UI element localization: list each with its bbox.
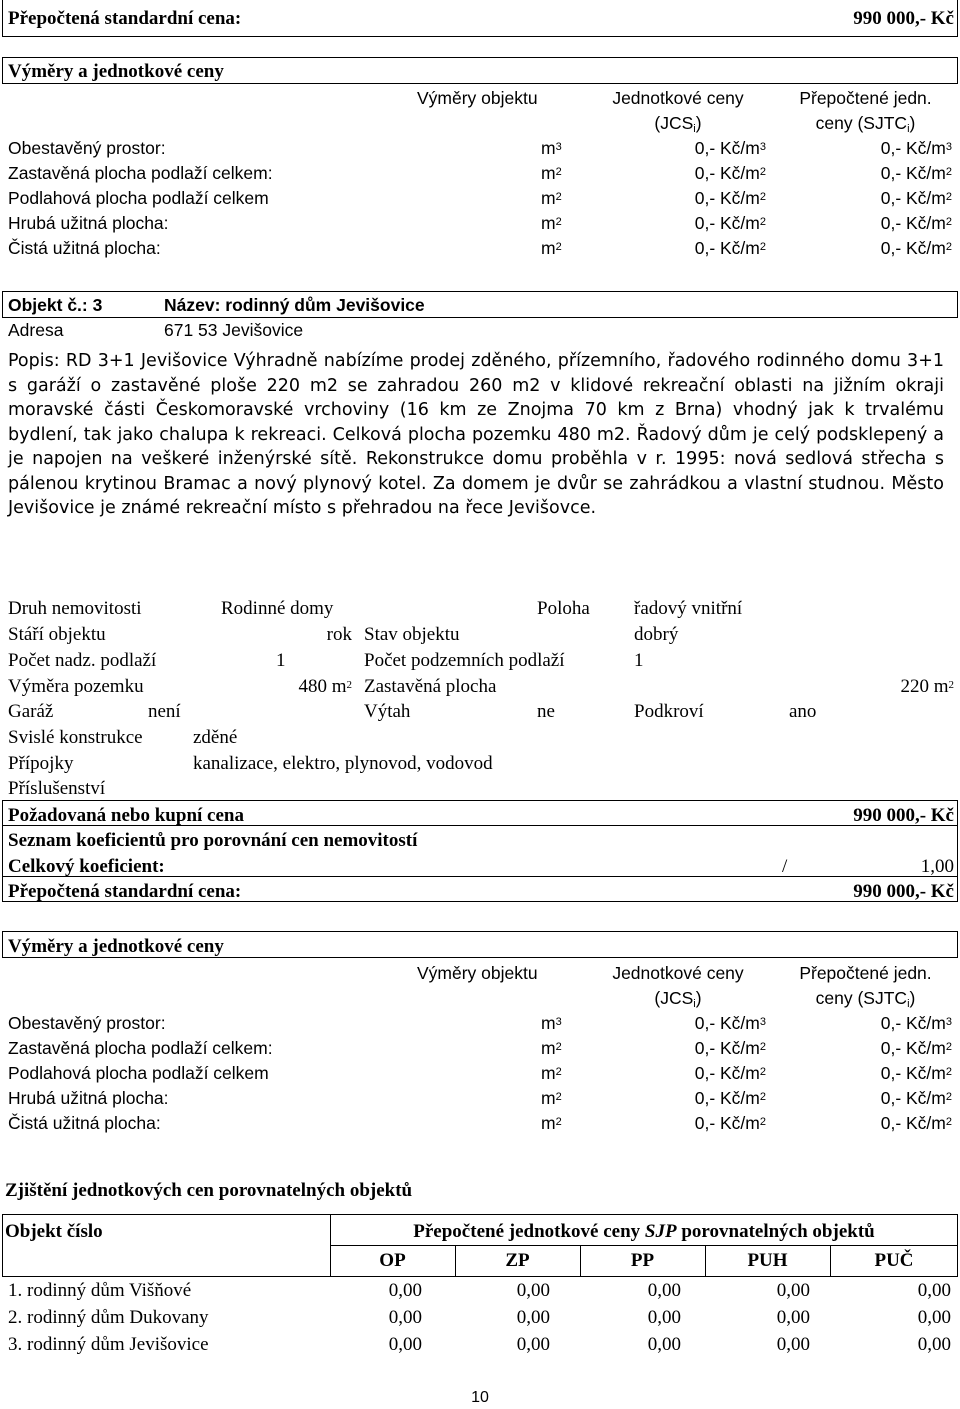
col-header-puc: PUČ <box>874 1250 914 1271</box>
built-area-label: Zastavěná plocha <box>364 676 497 697</box>
total-coefficient-value: 1,00 <box>920 856 954 877</box>
utilities-label: Přípojky <box>8 753 74 774</box>
measure-row-unit: $m^2$ <box>541 1088 562 1108</box>
measure-row-label: Hrubá užitná plocha: <box>8 1088 169 1108</box>
table-cell: 0,00 <box>917 1334 951 1355</box>
built-area-value: 220 $m^2$ <box>900 676 954 697</box>
measure-row-jcs: 0,- $Kč/m^2$ <box>694 188 766 208</box>
col-header-unit-prices-jcs: $(JCS_i)$ <box>654 988 702 1010</box>
divider <box>330 1245 958 1246</box>
coefficients-list-label: Seznam koeficientů pro porovnání cen nemovitostí <box>8 830 418 851</box>
measure-row-sjtc: 0,- $Kč/m^2$ <box>880 238 952 258</box>
floors-above-label: Počet nadz. podlaží <box>8 650 157 671</box>
utilities-value: kanalizace, elektro, plynovod, vodovod <box>193 753 493 774</box>
col-header-measurements: Výměry objektu <box>417 88 538 108</box>
floors-below-value: 1 <box>634 650 644 671</box>
col-header-object-number: Objekt číslo <box>5 1221 103 1242</box>
condition-label: Stav objektu <box>364 624 460 645</box>
measure-row-jcs: 0,- $Kč/m^2$ <box>694 163 766 183</box>
top-std-price-value: 990 000,- Kč <box>853 8 954 29</box>
object-header-box <box>2 291 958 318</box>
table-cell: 0,00 <box>516 1307 550 1328</box>
measure-row-sjtc: 0,- $Kč/m^2$ <box>880 1088 952 1108</box>
condition-value: dobrý <box>634 624 679 645</box>
std-price-label: Přepočtená standardní cena: <box>8 881 242 902</box>
measure-row-sjtc: 0,- $Kč/m^2$ <box>880 1113 952 1133</box>
total-coefficient-slash: / <box>782 856 788 877</box>
col-header-recalc-sjp: Přepočtené jednotkové ceny SJP porovnatelných objektů <box>413 1221 875 1242</box>
garage-value: není <box>148 701 181 722</box>
measure-row-jcs: 0,- $Kč/m^2$ <box>694 1113 766 1133</box>
asking-price-label: Požadovaná nebo kupní cena <box>8 805 244 826</box>
page-number: 10 <box>471 1389 489 1406</box>
col-header-zp: ZP <box>505 1250 530 1271</box>
attic-value: ano <box>789 701 817 722</box>
object-name: Název: rodinný dům Jevišovice <box>164 295 425 315</box>
measure-row-sjtc: 0,- $Kč/m^2$ <box>880 213 952 233</box>
measure-row-unit: $m^2$ <box>541 188 562 208</box>
garage-label: Garáž <box>8 701 54 722</box>
measure-row-jcs: 0,- $Kč/m^3$ <box>694 138 766 158</box>
table-cell: 0,00 <box>647 1280 681 1301</box>
measure-row-jcs: 0,- $Kč/m^2$ <box>694 1088 766 1108</box>
location-label: Poloha <box>537 598 590 619</box>
std-price-value: 990 000,- Kč <box>853 881 954 902</box>
table-cell: 0,00 <box>647 1334 681 1355</box>
col-header-unit-prices: Jednotkové ceny <box>612 963 744 983</box>
measurements-heading-2: Výměry a jednotkové ceny <box>8 936 224 957</box>
measure-row-label: Zastavěná plocha podlaží celkem: <box>8 163 273 183</box>
measure-row-sjtc: 0,- $Kč/m^2$ <box>880 188 952 208</box>
measure-row-sjtc: 0,- $Kč/m^3$ <box>880 1013 952 1033</box>
asking-price-value: 990 000,- Kč <box>853 805 954 826</box>
measure-row-unit: $m^3$ <box>541 1013 562 1033</box>
age-label: Stáří objektu <box>8 624 106 645</box>
floors-below-label: Počet podzemních podlaží <box>364 650 565 671</box>
table-cell: 0,00 <box>388 1334 422 1355</box>
table-cell: 0,00 <box>516 1280 550 1301</box>
accessories-label: Příslušenství <box>8 778 106 799</box>
measure-row-label: Zastavěná plocha podlaží celkem: <box>8 1038 273 1058</box>
attic-label: Podkroví <box>634 701 704 722</box>
age-unit: rok <box>326 624 352 645</box>
elevator-label: Výtah <box>364 701 411 722</box>
col-header-unit-prices: Jednotkové ceny <box>612 88 744 108</box>
table-cell: 0,00 <box>388 1307 422 1328</box>
measure-row-label: Čistá užitná plocha: <box>8 238 161 258</box>
col-header-pp: PP <box>630 1250 655 1271</box>
measurements-heading-1: Výměry a jednotkové ceny <box>8 61 224 82</box>
object-address-value: 671 53 Jevišovice <box>164 320 304 340</box>
walls-value: zděné <box>193 727 238 748</box>
measure-row-sjtc: 0,- $Kč/m^3$ <box>880 138 952 158</box>
land-area-label: Výměra pozemku <box>8 676 144 697</box>
table-cell: 0,00 <box>917 1307 951 1328</box>
measure-row-label: Obestavěný prostor: <box>8 1013 166 1033</box>
property-type-label: Druh nemovitosti <box>8 598 142 619</box>
table-cell: 0,00 <box>776 1280 810 1301</box>
table-row-name: 3. rodinný dům Jevišovice <box>8 1334 209 1355</box>
measure-row-unit: $m^2$ <box>541 1038 562 1058</box>
table-cell: 0,00 <box>647 1307 681 1328</box>
table-row-name: 2. rodinný dům Dukovany <box>8 1307 209 1328</box>
walls-label: Svislé konstrukce <box>8 727 143 748</box>
measure-row-jcs: 0,- $Kč/m^3$ <box>694 1013 766 1033</box>
measure-row-unit: $m^2$ <box>541 1063 562 1083</box>
object-address-label: Adresa <box>8 320 64 340</box>
object-description: Popis: RD 3+1 Jevišovice Výhradně nabízíme prodej zděného, přízemního, řadového rodinného domu 3+1 s garáží o zastavěné ploše 220 m2 se zahradou 260 m2 v klidové rekreační oblasti na jižním okraji moravské části Českomoravské vrchoviny (16 km ze Znojma 70 km z Brna) vhodný jak k trvalému bydlení, tak jako chalupa k rekreaci. Celková plocha pozemku 480 m2. Řadový dům je celý podsklepený a je napojen na veškeré inženýrské sítě. Rekonstrukce domu proběhla v r. 1995: nová sedlová střecha s pálenou krytinou Bramac a nový plynový kotel. Za domem je dvůr se zahrádkou a vlastní studnou. Město Jevišovice je známé rekreační místo s přehradou na řece Jevišovce. <box>8 351 944 518</box>
measure-row-sjtc: 0,- $Kč/m^2$ <box>880 1038 952 1058</box>
table-cell: 0,00 <box>917 1280 951 1301</box>
col-header-op: OP <box>379 1250 406 1271</box>
col-header-unit-prices-jcs: $(JCS_i)$ <box>654 113 702 135</box>
measure-row-label: Obestavěný prostor: <box>8 138 166 158</box>
table-cell: 0,00 <box>388 1280 422 1301</box>
object-number: Objekt č.: 3 <box>8 295 103 315</box>
measure-row-jcs: 0,- $Kč/m^2$ <box>694 1038 766 1058</box>
measure-row-jcs: 0,- $Kč/m^2$ <box>694 1063 766 1083</box>
measure-row-label: Hrubá užitná plocha: <box>8 213 169 233</box>
measure-row-label: Podlahová plocha podlaží celkem <box>8 188 269 208</box>
measure-row-unit: $m^3$ <box>541 138 562 158</box>
property-type-value: Rodinné domy <box>221 598 334 619</box>
floors-above-value: 1 <box>276 650 286 671</box>
table-cell: 0,00 <box>776 1334 810 1355</box>
measure-row-jcs: 0,- $Kč/m^2$ <box>694 213 766 233</box>
measure-row-sjtc: 0,- $Kč/m^2$ <box>880 1063 952 1083</box>
col-header-puh: PUH <box>747 1250 788 1271</box>
location-value: řadový vnitřní <box>634 598 743 619</box>
measure-row-unit: $m^2$ <box>541 1113 562 1133</box>
measure-row-jcs: 0,- $Kč/m^2$ <box>694 238 766 258</box>
total-coefficient-label: Celkový koeficient: <box>8 856 165 877</box>
col-header-recalc-prices-sjtc: ceny $(SJTC_i)$ <box>815 988 916 1010</box>
land-area-value: 480 $m^2$ <box>298 676 352 697</box>
col-header-recalc-prices: Přepočtené jedn. <box>799 88 932 108</box>
elevator-value: ne <box>537 701 555 722</box>
measure-row-sjtc: 0,- $Kč/m^2$ <box>880 163 952 183</box>
measure-row-unit: $m^2$ <box>541 238 562 258</box>
table-row-name: 1. rodinný dům Višňové <box>8 1280 192 1301</box>
table-cell: 0,00 <box>776 1307 810 1328</box>
comparables-heading: Zjištění jednotkových cen porovnatelných objektů <box>5 1180 413 1201</box>
top-std-price-label: Přepočtená standardní cena: <box>8 8 242 29</box>
measure-row-unit: $m^2$ <box>541 213 562 233</box>
table-cell: 0,00 <box>516 1334 550 1355</box>
measure-row-unit: $m^2$ <box>541 163 562 183</box>
measure-row-label: Podlahová plocha podlaží celkem <box>8 1063 269 1083</box>
col-header-recalc-prices: Přepočtené jedn. <box>799 963 932 983</box>
measure-row-label: Čistá užitná plocha: <box>8 1113 161 1133</box>
col-header-measurements: Výměry objektu <box>417 963 538 983</box>
col-header-recalc-prices-sjtc: ceny $(SJTC_i)$ <box>815 113 916 135</box>
